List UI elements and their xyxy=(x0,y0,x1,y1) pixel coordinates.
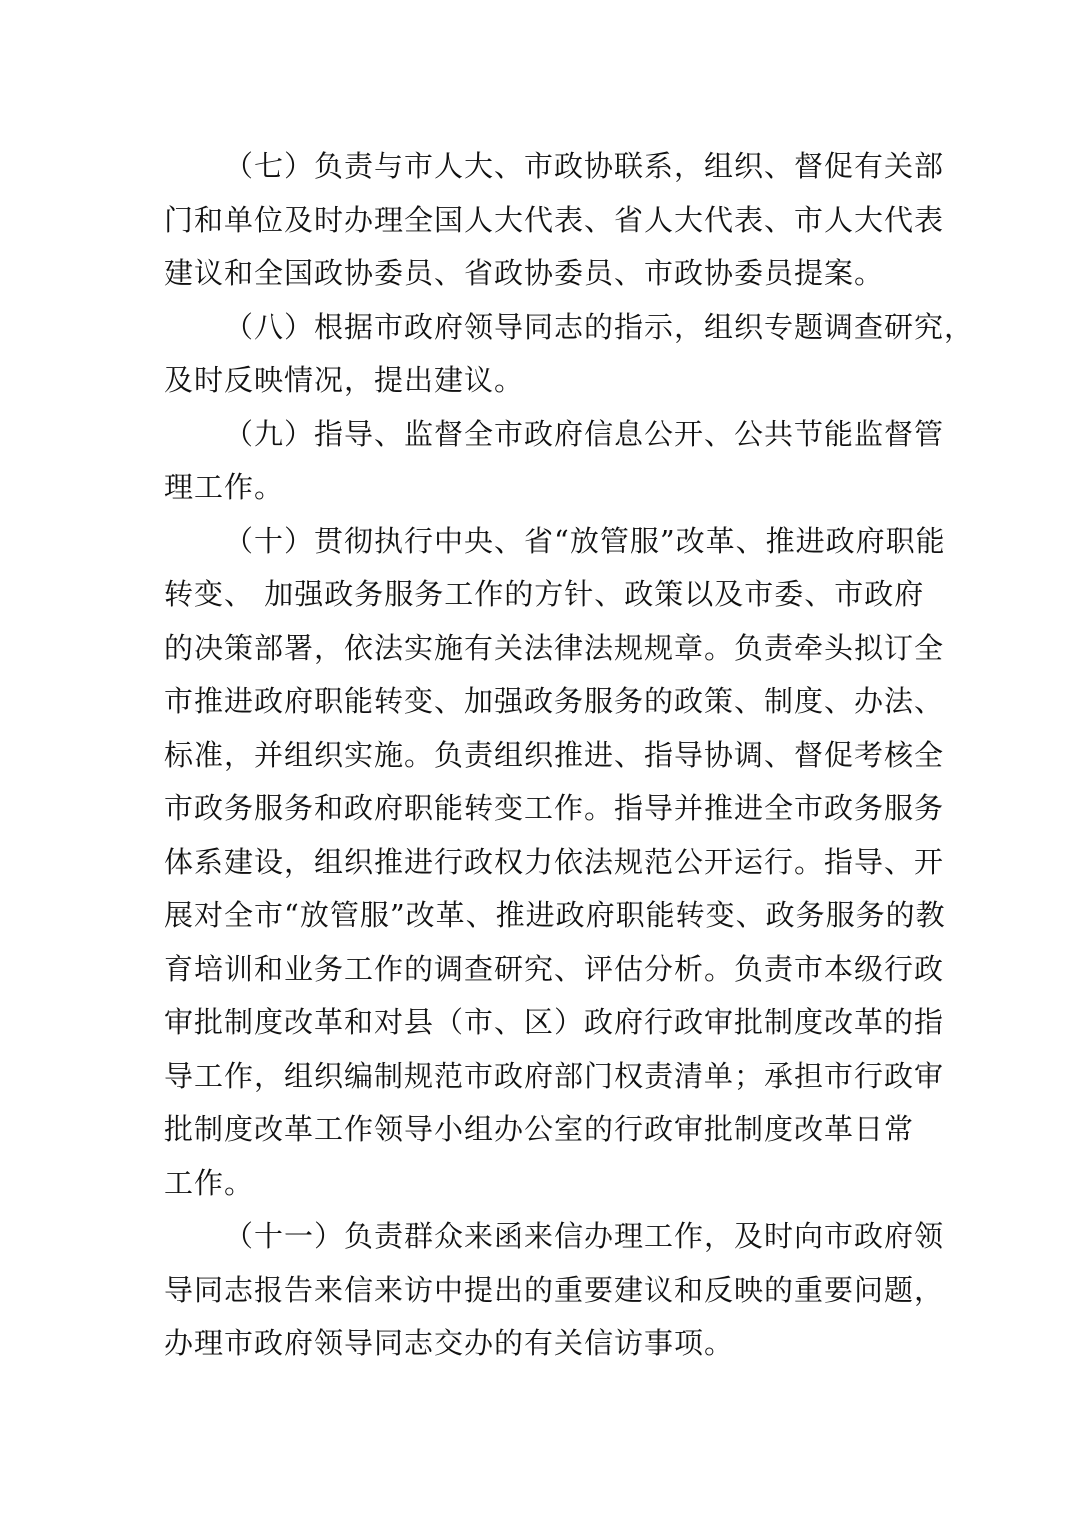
text-line: 门和单位及时办理全国人大代表、省人大代表、市人大代表 xyxy=(164,202,945,237)
paragraph-10 xyxy=(164,515,946,1211)
text-line: （七）负责与市人大、市政协联系，组织、督促有关部 xyxy=(224,149,945,183)
text-line: 理工作。 xyxy=(164,470,285,504)
text-line: 市推进政府职能转变、加强政务服务的政策、制度、办法、 xyxy=(164,684,945,718)
paragraph-7 xyxy=(164,140,945,301)
text-line: 标准，并组织实施。负责组织推进、指导协调、督促考核全 xyxy=(164,737,945,772)
text-line: 育培训和业务工作的调查研究、评估分析。负责市本级行政 xyxy=(164,951,945,986)
text-line: 建议和全国政协委员、省政协委员、市政协委员提案。 xyxy=(164,256,885,290)
text-line: 办理市政府领导同志交办的有关信访事项。 xyxy=(164,1326,735,1360)
text-line: 工作。 xyxy=(164,1165,255,1200)
text-line: 审批制度改革和对县（市、区）政府行政审批制度改革的指 xyxy=(164,1005,945,1039)
text-line: 市政务服务和政府职能转变工作。指导并推进全市政务服务 xyxy=(164,791,945,825)
text-line: 展对全市“放管服”改革、推进政府职能转变、政务服务的教 xyxy=(164,898,946,932)
text-line: 导工作，组织编制规范市政府部门权责清单；承担市行政审 xyxy=(164,1058,945,1093)
text-line: 导同志报告来信来访中提出的重要建议和反映的重要问题， xyxy=(164,1272,945,1307)
text-line: （九）指导、监督全市政府信息公开、公共节能监督管 xyxy=(224,416,945,451)
document-page xyxy=(164,140,975,1371)
text-line: （十）贯彻执行中央、省“放管服”改革、推进政府职能 xyxy=(224,523,946,558)
text-line: 批制度改革工作领导小组办公室的行政审批制度改革日常 xyxy=(164,1112,915,1146)
text-line: 转变、 加强政务服务工作的方针、政策以及市委、市政府 xyxy=(164,577,925,611)
text-line: 及时反映情况，提出建议。 xyxy=(164,363,525,397)
text-line: 体系建设，组织推进行政权力依法规范公开运行。指导、开 xyxy=(164,844,945,879)
paragraph-9 xyxy=(164,408,945,515)
text-line: 的决策部署，依法实施有关法律法规规章。负责牵头拟订全 xyxy=(164,630,945,665)
text-line: （八）根据市政府领导同志的指示，组织专题调查研究， xyxy=(224,309,975,344)
text-line: （十一）负责群众来函来信办理工作，及时向市政府领 xyxy=(224,1219,945,1253)
paragraph-11 xyxy=(164,1210,945,1371)
paragraph-8 xyxy=(164,301,975,408)
